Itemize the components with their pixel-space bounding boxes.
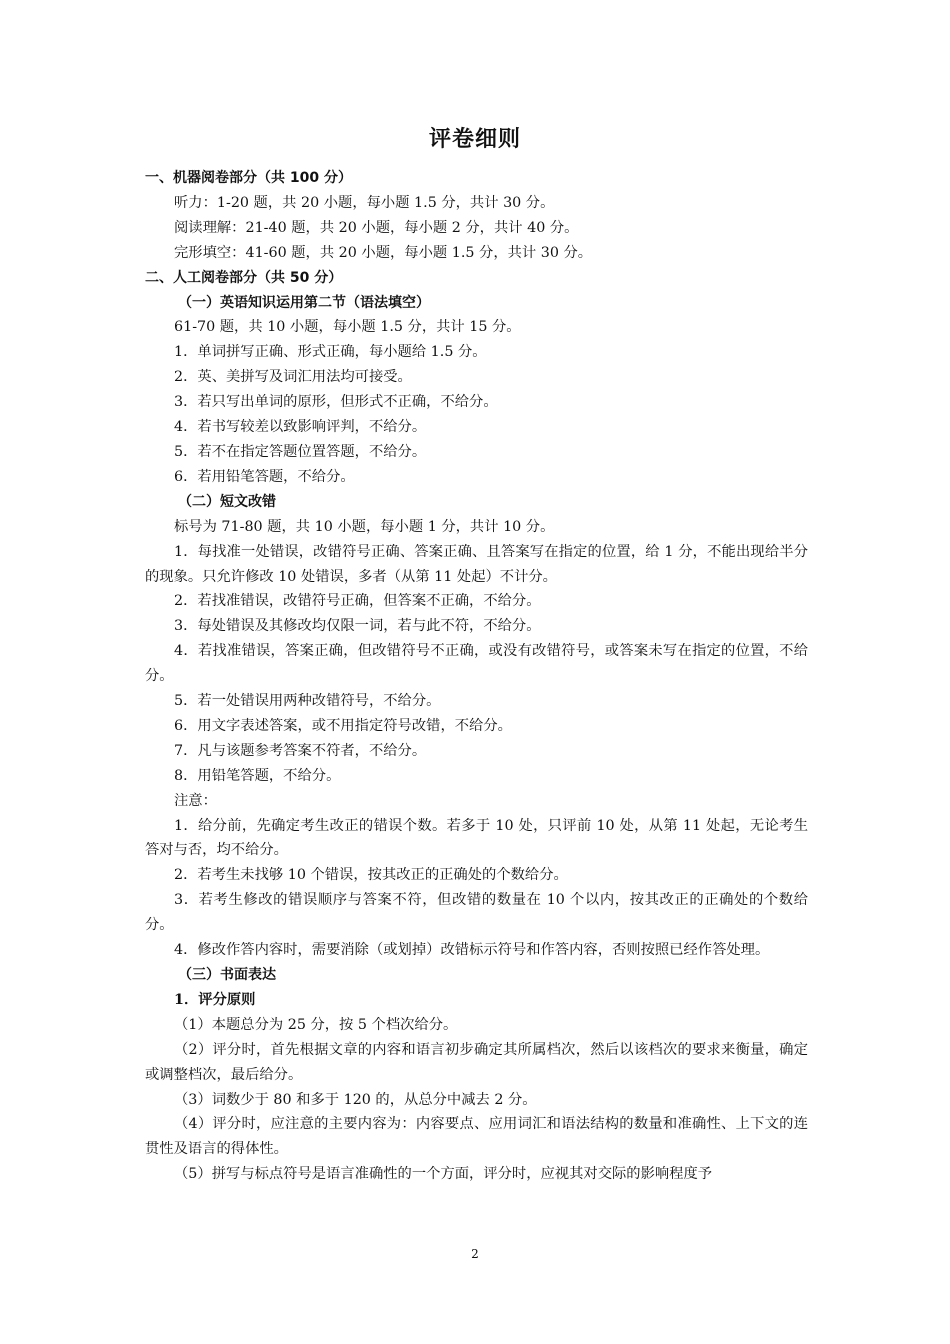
body-paragraph: 61-70 题，共 10 小题，每小题 1.5 分，共计 15 分。 [174,319,521,336]
body-paragraph: 标号为 71-80 题，共 10 小题，每小题 1 分，共计 10 分。 [174,518,555,535]
body-paragraph: 1．给分前，先确定考生改正的错误个数。若多于 10 处，只评前 10 处，从第 11 处起，无论考生答对与否，均不给分。 [145,817,808,859]
section-heading: 一、机器阅卷部分（共 100 分） [145,170,352,186]
document-body [145,166,808,1187]
page-number: 2 [471,1247,479,1261]
body-paragraph: 6．用文字表述答案，或不用指定符号改错，不给分。 [174,717,512,734]
body-paragraph: 1．单词拼写正确、形式正确，每小题给 1.5 分。 [174,344,487,361]
body-paragraph: 4．若书写较差以致影响评判，不给分。 [174,419,427,436]
body-paragraph: 4．修改作答内容时，需要消除（或划掉）改错标示符号和作答内容，否则按照已经作答处理。 [174,942,770,959]
body-paragraph: 阅读理解：21-40 题，共 20 小题，每小题 2 分，共计 40 分。 [174,219,579,236]
body-paragraph: 2．若找准错误，改错符号正确，但答案不正确，不给分。 [174,593,541,610]
body-paragraph: 2．若考生未找够 10 个错误，按其改正的正确处的个数给分。 [174,867,568,884]
page-title: 评卷细则 [428,127,521,152]
body-paragraph: 8．用铅笔答题，不给分。 [174,767,341,784]
body-paragraph: （4）评分时，应注意的主要内容为：内容要点、应用词汇和语法结构的数量和准确性、上下文的连贯性及语言的得体性。 [145,1116,808,1158]
subheading: 1．评分原则 [174,991,256,1008]
body-paragraph: （5）拼写与标点符号是语言准确性的一个方面，评分时，应视其对交际的影响程度予 [174,1166,713,1183]
body-paragraph: 3．若考生修改的错误顺序与答案不符，但改错的数量在 10 个以内，按其改正的正确处的个数给分。 [145,892,808,934]
subsection-heading: （一）英语知识运用第二节（语法填空） [178,294,430,311]
body-paragraph: （1）本题总分为 25 分，按 5 个档次给分。 [174,1016,458,1033]
subsection-heading: （二）短文改错 [178,493,276,510]
body-paragraph: 2．英、美拼写及词汇用法均可接受。 [174,369,412,386]
body-paragraph: 1．每找准一处错误，改错符号正确、答案正确、且答案写在指定的位置，给 1 分，不能出现给半分的现象。只允许修改 10 处错误，多者（从第 11 处起）不计分。 [145,543,808,585]
subsection-heading: （三）书面表达 [178,967,276,983]
body-paragraph: 5．若不在指定答题位置答题，不给分。 [174,443,427,460]
body-paragraph: 7．凡与该题参考答案不符者，不给分。 [174,742,427,759]
body-paragraph: （3）词数少于 80 和多于 120 的，从总分中减去 2 分。 [174,1091,537,1108]
body-paragraph: 3．若只写出单词的原形，但形式不正确，不给分。 [174,394,498,411]
body-paragraph: 3．每处错误及其修改均仅限一词，若与此不符，不给分。 [174,618,541,635]
body-paragraph: 听力：1-20 题，共 20 小题，每小题 1.5 分，共计 30 分。 [174,194,555,211]
body-paragraph: 5．若一处错误用两种改错符号，不给分。 [174,693,441,710]
body-paragraph: 6．若用铅笔答题，不给分。 [174,468,355,485]
body-paragraph: 4．若找准错误，答案正确，但改错符号不正确，或没有改错符号，或答案未写在指定的位置，不给分。 [145,643,808,685]
body-paragraph: 注意： [174,792,217,809]
section-heading: 二、人工阅卷部分（共 50 分） [145,269,343,286]
body-paragraph: 完形填空：41-60 题，共 20 小题，每小题 1.5 分，共计 30 分。 [174,244,593,261]
body-paragraph: （2）评分时，首先根据文章的内容和语言初步确定其所属档次，然后以该档次的要求来衡量，确定或调整档次，最后给分。 [145,1041,808,1083]
